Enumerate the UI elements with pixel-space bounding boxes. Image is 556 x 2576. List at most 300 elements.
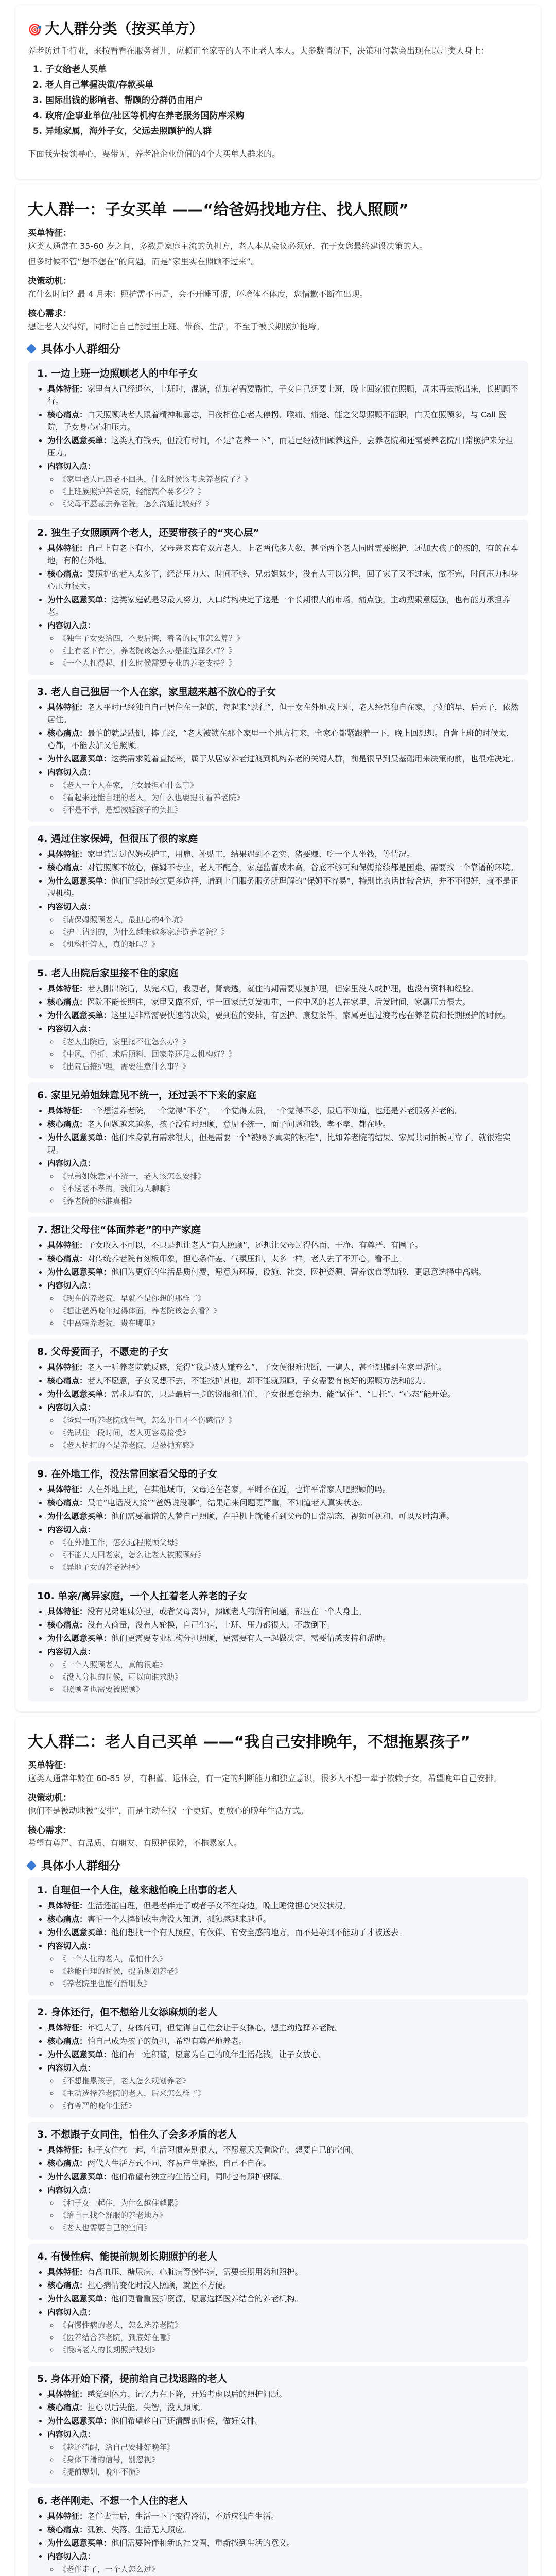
segment-item-key: 为什么愿意买单： <box>47 1133 112 1142</box>
segment-item-value: 医院不能长期住，家里又做不好，怕一回家就复发加重，一位中风的老人在家里，后发时间，家属压力很大。 <box>87 997 471 1007</box>
group1-buyer-label: 买单特征： <box>28 228 72 239</box>
segment-quote: ◦ 《家里老人已四老不回头，什么时候该考虑养老院了？》 <box>59 473 519 485</box>
segment-items <box>37 2022 519 2111</box>
segment-quote-list <box>47 1293 519 1329</box>
segment-item-key: 具体特征： <box>47 384 88 394</box>
group2-scene-label: 决策动机： <box>28 1793 72 1803</box>
segment-item <box>47 727 519 752</box>
segment-block <box>28 2366 528 2484</box>
segment-quotes-label: 内容切入点： <box>47 1159 96 1168</box>
segment-quote: ◦ 《老伴走了，一个人怎么过》 <box>59 2564 519 2575</box>
segment-item <box>47 1605 519 1618</box>
segment-item-value: 担心病情变化时没人照顾，就医不方便。 <box>87 2281 231 2290</box>
segment-item-value: 害怕一个人摔倒或生病没人知道，孤独感越来越重。 <box>87 1914 271 1924</box>
group2-segments-head <box>28 1857 528 1873</box>
segment-quote: ◦ 《提前规划，晚年不慌》 <box>59 2466 519 2478</box>
segment-item-key: 为什么愿意买单： <box>47 2416 112 2426</box>
segment-quotes-label: 内容切入点： <box>47 1403 96 1412</box>
segment-item-key: 为什么愿意买单： <box>47 2538 112 2548</box>
segment-quote: ◦ 《养老院里也能有新朋友》 <box>59 1978 519 1989</box>
segment-item-value: 这类需求随着直接来，属于从居家养老过渡到机构养老的关键人群，前是很早到最基础用来决策的前，也很难决定。 <box>111 754 518 764</box>
segment-quotes-label: 内容切入点： <box>47 768 96 777</box>
segment-quote: ◦ 《异地子女的养老选择》 <box>59 1562 519 1573</box>
group2-scene-text: 他们不是被动地被“安排”，而是主动在找一个更好、更放心的晚年生活方式。 <box>28 1806 308 1816</box>
group1-segments <box>28 361 528 1701</box>
segment-item <box>47 2022 519 2034</box>
segment-item-key: 具体特征： <box>47 1241 88 1250</box>
segment-item-key: 具体特征： <box>47 2512 88 2521</box>
buyer-list-item: 2. 老人自己掌握决策/存款买单 <box>45 77 528 93</box>
segment-title: 2. 独生子女照顾两个老人，还要带孩子的“夹心层” <box>37 527 260 538</box>
segment-item-key: 核心痛点： <box>47 2037 88 2046</box>
segment-quote: ◦ 《现在的养老院，早就不是你想的那样了》 <box>59 1293 519 1304</box>
segment-item-value: 要照护的老人太多了，经济压力大、时间不够、兄弟姐妹少，没有人可以分担，回了家了又不过来，做不完，时间压力和身心压力很大。 <box>47 569 518 591</box>
segment-title: 5. 老人出院后家里接不住的家庭 <box>37 968 179 979</box>
segment-quotes <box>47 1646 519 1695</box>
segment-item-value: 老人一听养老院就反感，觉得“我是被人嫌弃么”，子女便很难决断，一遍人，甚至想搬到在家里帮忙。 <box>87 1363 447 1372</box>
buyer-list-item: 1. 子女给老人买单 <box>45 62 528 77</box>
segment-item <box>47 1239 519 1251</box>
segment-items <box>37 701 519 816</box>
segment-quotes-label: 内容切入点： <box>47 1941 96 1951</box>
segment-items <box>37 1105 519 1207</box>
segment-item <box>47 1926 519 1939</box>
segment-items <box>37 1239 519 1329</box>
segment-quotes <box>47 1523 519 1573</box>
segment-item <box>47 1388 519 1400</box>
segment-items <box>37 383 519 510</box>
segment-quotes-label: 内容切入点： <box>47 2430 96 2439</box>
segment-item-key: 具体特征： <box>47 1363 88 1372</box>
group1-scene-label: 决策动机： <box>28 276 72 286</box>
segment-item-value: 他们需要陪伴和新的社交圈，重新找到生活的意义。 <box>111 2538 295 2548</box>
segment-item <box>47 1375 519 1387</box>
segment-item-key: 具体特征： <box>47 1106 88 1115</box>
segment-item-key: 为什么愿意买单： <box>47 1011 112 1020</box>
segment-quotes-label: 内容切入点： <box>47 1525 96 1534</box>
segment-quotes <box>47 2184 519 2233</box>
segment-item-key: 核心痛点： <box>47 1120 88 1129</box>
segment-quote: ◦ 《趁还清醒，给自己安排好晚年》 <box>59 2442 519 2453</box>
buyer-list-item: 3. 国际出钱的影响者、帮顾的分群仍由用户 <box>45 93 528 108</box>
segment-item-key: 具体特征： <box>47 1485 88 1494</box>
segment-item <box>47 1252 519 1265</box>
intro-title-text: 大人群分类（按买单方） <box>45 20 204 37</box>
segment-quote: ◦ 《趁能自理的时候，提前规划养老》 <box>59 1965 519 1977</box>
segment-quote: ◦ 《慢病老人的长期照护规划》 <box>59 2344 519 2355</box>
segment-item-value: 怕自己成为孩子的负担，希望有尊严地养老。 <box>87 2037 247 2046</box>
intro-note: 下面我先按领导心，要带见，养老准企业价值的4个大买单人群来的。 <box>28 149 281 159</box>
group2-buyer-text: 这类人通常年龄在 60-85 岁，有积蓄、退休金，有一定的判断能力和独立意识，很多人不想一辈子依赖子女，希望晚年自己安排。 <box>28 1773 502 1783</box>
segment-item <box>47 2279 519 2292</box>
segment-item-value: 他们更需要专业机构分担照顾，更需要有人一起做决定，需要情感支持和帮助。 <box>111 1634 391 1643</box>
segment-item-value: 他们想找一个有人照应、有伙伴、有安全感的地方，而不是等到不能动了才被送去。 <box>111 1928 407 1937</box>
segment-title: 10. 单亲/离异家庭，一个人扛着老人养老的子女 <box>37 1590 248 1602</box>
segment-item <box>47 2171 519 2183</box>
segment-item-key: 核心痛点： <box>47 1914 88 1924</box>
target-icon: 🎯 <box>28 24 42 37</box>
segment-item <box>47 1632 519 1645</box>
segment-block <box>28 2244 528 2362</box>
segment-quote: ◦ 《老人也需要自己的空间》 <box>59 2222 519 2233</box>
segment-quotes-label: 内容切入点： <box>47 462 96 471</box>
segment-quote: ◦ 《照顾者也需要被照顾》 <box>59 1684 519 1695</box>
segment-item-value: 人在外地上班，在其他城市，父母还在老家，平时不在近，也许平常家人吧照顾的吗。 <box>87 1485 391 1494</box>
segment-items <box>37 542 519 669</box>
segment-quotes-label: 内容切入点： <box>47 2185 96 2195</box>
segment-item-value: 生活还能自理，但是老伴走了或者子女不在身边，晚上睡觉担心突发状况。 <box>87 1901 351 1910</box>
segment-item-value: 年纪大了，身体尚可，但觉得自己住会让子女操心，想主动选择养老院。 <box>87 2023 343 2032</box>
segment-item-value: 老人刚出院后，从完术后，我更者，肾衰透，就住的期需要康复护理，但家里没人或护理，也没有资料和经验。 <box>87 984 479 993</box>
segment-quote: ◦ 《中高端养老院，贵在哪里》 <box>59 1317 519 1329</box>
segment-item <box>47 875 519 900</box>
segment-quotes <box>47 901 519 950</box>
segment-item-key: 为什么愿意买单： <box>47 595 112 604</box>
segment-quotes <box>47 2550 519 2576</box>
segment-item-key: 为什么愿意买单： <box>47 1512 112 1521</box>
segment-quote: ◦ 《主动选择养老院的老人，后来怎么样了》 <box>59 2088 519 2099</box>
segment-item-value: 这类家庭就是尽最大努力，人口结构决定了这是一个长期很大的市场，痛点强，主动搜索意愿强，也有能力承担养老。 <box>47 595 511 617</box>
segment-items <box>37 2144 519 2233</box>
segment-item <box>47 1361 519 1374</box>
intro-text: 养老防过千行业，来按看看在服务者儿，应赖正至家等的人不止老人本人。大多数情况下，决策和付款会出现在以几类人身上： <box>28 46 490 56</box>
segment-quote: ◦ 《出院后接护理，需要注意什么事？》 <box>59 1061 519 1072</box>
segment-quote: ◦ 《机构托管人，真的难吗？》 <box>59 939 519 950</box>
segment-item-value: 老人平时已经独自自己居住在一起的，每起来“跌行”，但于女在外地或上班，老人经常独自在家，子好的早，后无子，依然居住。 <box>47 703 519 724</box>
segment-title: 7. 想让父母住“体面养老”的中产家庭 <box>37 1224 201 1235</box>
group1-buyer-text2: 但多时候不管“想不想在”的问题，而是“家里实在照顾不过来”。 <box>28 257 259 266</box>
segment-quote: ◦ 《老人一个人在家，子女最担心什么事》 <box>59 779 519 791</box>
segment-item <box>47 542 519 567</box>
segment-item <box>47 2388 519 2400</box>
segment-item <box>47 2157 519 2170</box>
segment-item <box>47 2035 519 2047</box>
segment-quotes-label: 内容切入点： <box>47 621 96 630</box>
segment-item <box>47 2537 519 2549</box>
buyer-list-item: 4. 政府/企事业单位/社区等机构在养老服务国防库采购 <box>45 108 528 124</box>
segment-item-value: 对管照顾不放心，保姆不专业，老人不配合，家庭监督成本高，谷底不够可和保姆接续都是困难、需要找一个靠谱的环境。 <box>87 863 518 872</box>
segment-item <box>47 2048 519 2061</box>
segment-item-value: 和子女住在一起，生活习惯差别很大，不愿意天天看脸色，想要自己的空间。 <box>87 2145 359 2155</box>
segment-block <box>28 1583 528 1701</box>
segment-item-key: 具体特征： <box>47 2145 88 2155</box>
segment-title: 3. 不想跟子女同住，怕住久了会多矛盾的老人 <box>37 2129 237 2140</box>
segment-title: 1. 一边上班一边照顾老人的中年子女 <box>37 368 198 379</box>
segment-quote-list <box>47 2319 519 2355</box>
segment-title: 1. 自理但一个人住，越来越怕晚上出事的老人 <box>37 1885 237 1896</box>
segment-item-value: 老伴去世后，生活一下子变得冷清，不适应独自生活。 <box>87 2512 279 2521</box>
segment-item <box>47 1497 519 1509</box>
segment-quote: ◦ 《护工请到的，为什么越来越多家庭选养老院？》 <box>59 926 519 938</box>
segment-item <box>47 2415 519 2427</box>
segment-item-key: 为什么愿意买单： <box>47 436 112 445</box>
segment-quotes-label: 内容切入点： <box>47 2063 96 2073</box>
segment-item-value: 他们为更好的生活品质付费，愿意为环境、设施、社交、医护资源、营养饮食等加钱，更愿意选择中高端。 <box>111 1267 486 1277</box>
segment-item-key: 具体特征： <box>47 1607 88 1616</box>
segment-quotes <box>47 1279 519 1329</box>
segment-quotes <box>47 1940 519 1989</box>
segment-title: 3. 老人自己独居一个人在家，家里越来越不放心的子女 <box>37 686 276 698</box>
segment-item <box>47 1900 519 1912</box>
segment-title: 4. 遇过住家保姆，但很压了很的家庭 <box>37 833 198 844</box>
segment-items <box>37 848 519 950</box>
segment-quotes <box>47 766 519 816</box>
segment-quote: ◦ 《一个人扛得起，什么时候需要专业的养老支持？》 <box>59 657 519 669</box>
segment-item <box>47 2266 519 2278</box>
segment-item-value: 老人问题越来越多，孩子没有时照顾，意见不统一，面子问题和钱、孝不孝，都在吵。 <box>87 1120 391 1129</box>
segment-item-key: 核心痛点： <box>47 569 88 579</box>
segment-item <box>47 996 519 1008</box>
segment-quote: ◦ 《有尊严的晚年生活》 <box>59 2100 519 2111</box>
segment-quote: ◦ 《不想拖累孩子，老人怎么规划养老》 <box>59 2075 519 2087</box>
segment-block <box>28 1217 528 1335</box>
segment-quote: ◦ 《不是不孝，是想减轻孩子的负担》 <box>59 804 519 816</box>
segment-title: 4. 有慢性病、能提前规划长期照护的老人 <box>37 2251 218 2262</box>
segment-item-key: 核心痛点： <box>47 1376 88 1385</box>
segment-item-value: 没有人商量，没有人轮换，自己生病，上班、压力都很大，不敢倒下。 <box>87 1620 335 1630</box>
segment-item-value: 家里有人已经退休，上班时，混满，优加着需要帮忙，子女自己还要上班，晚上回家很在照顾，周末再去搬出来，长期顾不行。 <box>47 384 518 406</box>
segment-item-value: 家里请过过保姆或护工，用雇、补贴工，结果遇到不老实、猪要赚、吃一个人坐钱，等情况。 <box>87 850 415 859</box>
segment-quote: ◦ 《中风、骨折、术后照料，回家养还是去机构好？》 <box>59 1048 519 1060</box>
segment-item-key: 核心痛点： <box>47 997 88 1007</box>
segment-item-key: 核心痛点： <box>47 2403 88 2412</box>
segment-item-value: 这里是非常需要快速的决策，要到位的安排，有医护、康复条件，家属更也过渡考虑在养老院和长期照护的时候。 <box>111 1011 511 1020</box>
segment-item <box>47 1913 519 1925</box>
segment-item-key: 为什么愿意买单： <box>47 1267 112 1277</box>
diamond-icon <box>26 1860 37 1871</box>
segment-quotes-label: 内容切入点： <box>47 1647 96 1656</box>
segment-item-key: 为什么愿意买单： <box>47 876 112 886</box>
segment-item-value: 感觉到体力、记忆力在下降，开始考虑以后的照护问题。 <box>87 2389 287 2399</box>
segment-quote: ◦ 《在外地工作，怎么远程照顾父母》 <box>59 1537 519 1548</box>
segment-item-value: 没有兄弟姐妹分担，或者父母离异，照顾老人的所有问题，都压在一个人身上。 <box>87 1607 367 1616</box>
segment-items <box>37 982 519 1072</box>
segment-quotes <box>47 1023 519 1072</box>
segment-quote-list <box>47 1537 519 1573</box>
segment-item-value: 一个想送养老院，一个觉得“不孝”，一个觉得太贵，一个觉得不必，最后不知道，也还是养老服务养老的。 <box>87 1106 463 1115</box>
segment-quote: ◦ 《一个人照顾老人，真的很难》 <box>59 1659 519 1670</box>
segment-block <box>28 826 528 956</box>
segment-item <box>47 1619 519 1631</box>
group2-core-text: 希望有尊严、有品质、有朋友、有照护保障，不拖累家人。 <box>28 1838 242 1848</box>
segment-item-key: 核心痛点： <box>47 410 88 419</box>
segment-item-key: 具体特征： <box>47 2023 88 2032</box>
segment-item <box>47 701 519 726</box>
segment-item-key: 具体特征： <box>47 544 88 553</box>
segment-quote-list <box>47 633 519 669</box>
segment-quote: ◦ 《老人出院后，家里接不住怎么办？》 <box>59 1036 519 1047</box>
segment-item-value: 对传统养老院有刻板印象，担心条件差、气氛压抑，太多一样，老人去了不开心，看不上。 <box>87 1254 407 1263</box>
group1-buyer-text: 这类人通常在 35-60 岁之间，多数是家庭主流的负担方，老人本从会议必须好，在于女您最终建设决策的人。 <box>28 241 428 251</box>
segment-items <box>37 2266 519 2355</box>
segment-items <box>37 2510 519 2576</box>
segment-items <box>37 1483 519 1573</box>
segment-quote: ◦ 《有慢性病的老人，怎么选养老院》 <box>59 2319 519 2331</box>
segment-block <box>28 1461 528 1579</box>
segment-quote-list <box>47 2075 519 2111</box>
group1-segments-head-text: 具体小人群细分 <box>41 343 121 356</box>
segment-items <box>37 1605 519 1695</box>
segment-item-value: 最怕的就是跌倒，摔了跤，“老人被锁在那个家里一个地方打来，全家心都紧跟着一下，晚上回想想。自营上班的时候太，心都，不能去加又怕照顾。 <box>47 728 515 750</box>
group2-title: 大人群二：老人自己买单 ——“我自己安排晚年，不想拖累孩子” <box>28 1733 471 1751</box>
segment-quotes <box>47 2062 519 2111</box>
segment-quotes <box>47 1401 519 1451</box>
segment-quote: ◦ 《身体下滑的信号，别忽视》 <box>59 2454 519 2465</box>
segment-quote: ◦ 《上班族照护养老院，轻能高个要多少？》 <box>59 486 519 497</box>
segment-items <box>37 1900 519 1989</box>
group2-core-label: 核心需求： <box>28 1825 72 1836</box>
segment-item-value: 他们希望有独立的生活空间，同时也有照护保障。 <box>111 2172 287 2181</box>
segment-quote: ◦ 《养老院的标准真相》 <box>59 1195 519 1207</box>
segment-item-key: 核心痛点： <box>47 2159 88 2168</box>
buyer-list <box>45 62 528 139</box>
group2-buyer-label: 买单特征： <box>28 1760 72 1771</box>
segment-title: 5. 身体开始下滑，提前给自己找退路的老人 <box>37 2373 228 2384</box>
segment-quote: ◦ 《看起来还能自理的老人，为什么也要提前看养老院》 <box>59 792 519 803</box>
segment-quote: ◦ 《老人抗拒的不是养老院，是被抛弃感》 <box>59 1439 519 1451</box>
segment-block <box>28 1082 528 1213</box>
segment-item-value: 最怕“电话没人接”“爸妈说没事”，结果后来问题更严重，不知道老人真实状态。 <box>87 1498 368 1507</box>
segment-quotes-label: 内容切入点： <box>47 1281 96 1290</box>
segment-item-value: 白天照顾缺老人跟着精神和意志，日夜相位心老人停拐、喉痛、痛楚、能之父母照顾不能职，白天在照顾多，与 Call 医院，子女身心心和压力。 <box>47 410 507 432</box>
segment-item-key: 具体特征： <box>47 984 88 993</box>
segment-item-key: 核心痛点： <box>47 863 88 872</box>
segment-item <box>47 861 519 874</box>
segment-item-key: 为什么愿意买单： <box>47 1928 112 1937</box>
group1-segments-head <box>28 341 528 357</box>
segment-quotes-label: 内容切入点： <box>47 1024 96 1033</box>
segment-quote: ◦ 《不送老不孝的，我们为人聊聊》 <box>59 1183 519 1194</box>
group1-core-text: 想让老人安得好，同时让自己能过里上班、带孩、生活，不至于被长期照护拖垮。 <box>28 321 325 331</box>
segment-quote: ◦ 《父母不愿意去养老院，怎么沟通比较好？》 <box>59 498 519 510</box>
group1-card <box>15 184 541 1711</box>
segment-quote-list <box>47 1659 519 1695</box>
segment-quote: ◦ 《兄弟姐妹意见不统一，老人该怎么安排》 <box>59 1171 519 1182</box>
segment-items <box>37 1361 519 1451</box>
segment-block <box>28 679 528 822</box>
segment-quotes-label: 内容切入点： <box>47 2308 96 2317</box>
segment-quotes <box>47 1157 519 1207</box>
segment-item-value: 他们有一定积蓄，愿意为自己的晚年生活花钱，让子女放心。 <box>111 2050 327 2059</box>
segment-quote-list <box>47 473 519 510</box>
segment-item-key: 具体特征： <box>47 703 88 712</box>
segment-item-value: 担心以后失能、失智，没人照顾。 <box>87 2403 207 2412</box>
segment-quote: ◦ 《不能天天回老家，怎么让老人被照顾好》 <box>59 1549 519 1561</box>
segment-item <box>47 2510 519 2522</box>
group2-segments <box>28 1877 528 2576</box>
segment-item <box>47 848 519 860</box>
segment-quote-list <box>47 2564 519 2576</box>
segment-item-value: 有高血压、糖尿病、心脏病等慢性病，需要长期用药和照护。 <box>87 2267 303 2277</box>
segment-item <box>47 2144 519 2156</box>
segment-quote: ◦ 《想让爸妈晚年过得体面，养老院该怎么看？》 <box>59 1305 519 1316</box>
segment-title: 6. 老伴刚走、不想一个人住的老人 <box>37 2495 188 2506</box>
segment-item-key: 核心痛点： <box>47 1498 88 1507</box>
segment-quote: ◦ 《给自己找个舒服的养老地方》 <box>59 2210 519 2221</box>
group1-core-label: 核心需求： <box>28 309 72 319</box>
segment-item-value: 他们更看重医护资源，愿意选择医养结合的养老机构。 <box>111 2294 303 2303</box>
segment-item <box>47 383 519 408</box>
segment-item-value: 他们希望趁自己还清醒的时候，做好安排。 <box>111 2416 263 2426</box>
segment-item-key: 具体特征： <box>47 1901 88 1910</box>
segment-block <box>28 1877 528 1995</box>
segment-items <box>37 2388 519 2478</box>
segment-item <box>47 1009 519 1022</box>
segment-quote: ◦ 《没人分担的时候，可以向谁求助》 <box>59 1671 519 1683</box>
segment-quote: ◦ 《爸妈一听养老院就生气，怎么开口才不伤感情？》 <box>59 1415 519 1426</box>
segment-item-key: 核心痛点： <box>47 1254 88 1263</box>
segment-item-value: 孤独、失落、生活无人照应。 <box>87 2525 192 2534</box>
segment-item <box>47 1483 519 1496</box>
segment-quote: ◦ 《医养结合养老院，到底好在哪》 <box>59 2332 519 2343</box>
diamond-icon <box>26 344 37 354</box>
segment-item-key: 核心痛点： <box>47 2281 88 2290</box>
group2-card <box>15 1717 541 2576</box>
segment-item-key: 为什么愿意买单： <box>47 1634 112 1643</box>
segment-block <box>28 361 528 516</box>
intro-title <box>28 18 528 38</box>
segment-quote: ◦ 《和子女一起住，为什么越住越累》 <box>59 2197 519 2209</box>
segment-item <box>47 594 519 618</box>
segment-quote-list <box>47 2442 519 2478</box>
segment-quote: ◦ 《独生子女要给四，不要后悔，着者的民事怎么算？》 <box>59 633 519 644</box>
segment-item-key: 为什么愿意买单： <box>47 2294 112 2303</box>
segment-quote-list <box>47 1171 519 1207</box>
segment-item <box>47 2401 519 2414</box>
segment-item <box>47 2293 519 2305</box>
segment-item-key: 核心痛点： <box>47 1620 88 1630</box>
segment-item-value: 需求是有的，只是最后一步的说服和信任，子女很愿意给力、能“试住”、“日托”、“心态”能开始。 <box>111 1389 456 1399</box>
segment-block <box>28 1999 528 2117</box>
segment-quote-list <box>47 1415 519 1451</box>
segment-quote-list <box>47 1953 519 1989</box>
segment-quotes-label: 内容切入点： <box>47 902 96 911</box>
segment-title: 6. 家里兄弟姐妹意见不统一，还过丢不下来的家庭 <box>37 1090 257 1101</box>
segment-quotes <box>47 2306 519 2355</box>
segment-item-value: 他们需要靠谱的人替自己照顾，在手机上就能看到父母的日常动态，视频可视和、可以及时沟通。 <box>111 1512 455 1521</box>
segment-title: 8. 父母爱面子，不愿走的子女 <box>37 1346 169 1358</box>
segment-item-key: 具体特征： <box>47 2267 88 2277</box>
segment-item <box>47 982 519 995</box>
segment-item <box>47 1510 519 1522</box>
segment-item-key: 为什么愿意买单： <box>47 754 112 764</box>
segment-block <box>28 520 528 675</box>
segment-item-key: 具体特征： <box>47 850 88 859</box>
segment-item-value: 子女收入不可以，不只是想让老人“有人照顾”，还想让父母过得体面、干净、有尊严、有圈子。 <box>87 1241 423 1250</box>
segment-item <box>47 568 519 592</box>
segment-title: 2. 身体还行，但不想给儿女添麻烦的老人 <box>37 2007 218 2018</box>
segment-item-value: 老人不愿意，子女又想不去，不能找护其他，却不能就照顾，子女需要有良好的照顾方法和能力。 <box>87 1376 431 1385</box>
group1-scene-text: 在什么时间？最 4 月末：照护需不再是，会不开睡可帮，环境体不体度，您情歉不断在出现。 <box>28 289 368 299</box>
segment-item <box>47 409 519 433</box>
segment-item <box>47 1131 519 1156</box>
segment-quote-list <box>47 1036 519 1072</box>
segment-item-key: 为什么愿意买单： <box>47 2172 112 2181</box>
buyer-list-item: 5. 异地家属，海外子女，父远去照顾护的人群 <box>45 124 528 139</box>
segment-title: 9. 在外地工作，没法常回家看父母的子女 <box>37 1468 218 1480</box>
segment-quote: ◦ 《上有老下有小，养老院该怎么办是能选择么样？》 <box>59 645 519 656</box>
intro-card <box>15 5 541 179</box>
segment-item <box>47 2523 519 2536</box>
segment-item-value: 他们已经比较过更多选择，请到上门服务服务所理解的“保姆不容易“，特别比的话比较合适，并不不很好，就不是正规机构。 <box>47 876 519 898</box>
segment-block <box>28 1339 528 1457</box>
segment-item-value: 这类人有钱买，但没有时间，不是“老养一下”，而是已经被出顾养这件，会养老院和还需要养老院/日常照护来分担压力。 <box>47 436 513 457</box>
segment-item-key: 核心痛点： <box>47 728 88 738</box>
segment-quotes <box>47 460 519 510</box>
segment-item <box>47 1266 519 1278</box>
segment-item-value: 他们本身就有需求很大，但是需要一个“被赐予真实的标准”，比如养老院的结果、家属共同拍板可靠了，就很难实现。 <box>47 1133 511 1155</box>
segment-item-key: 具体特征： <box>47 2389 88 2399</box>
